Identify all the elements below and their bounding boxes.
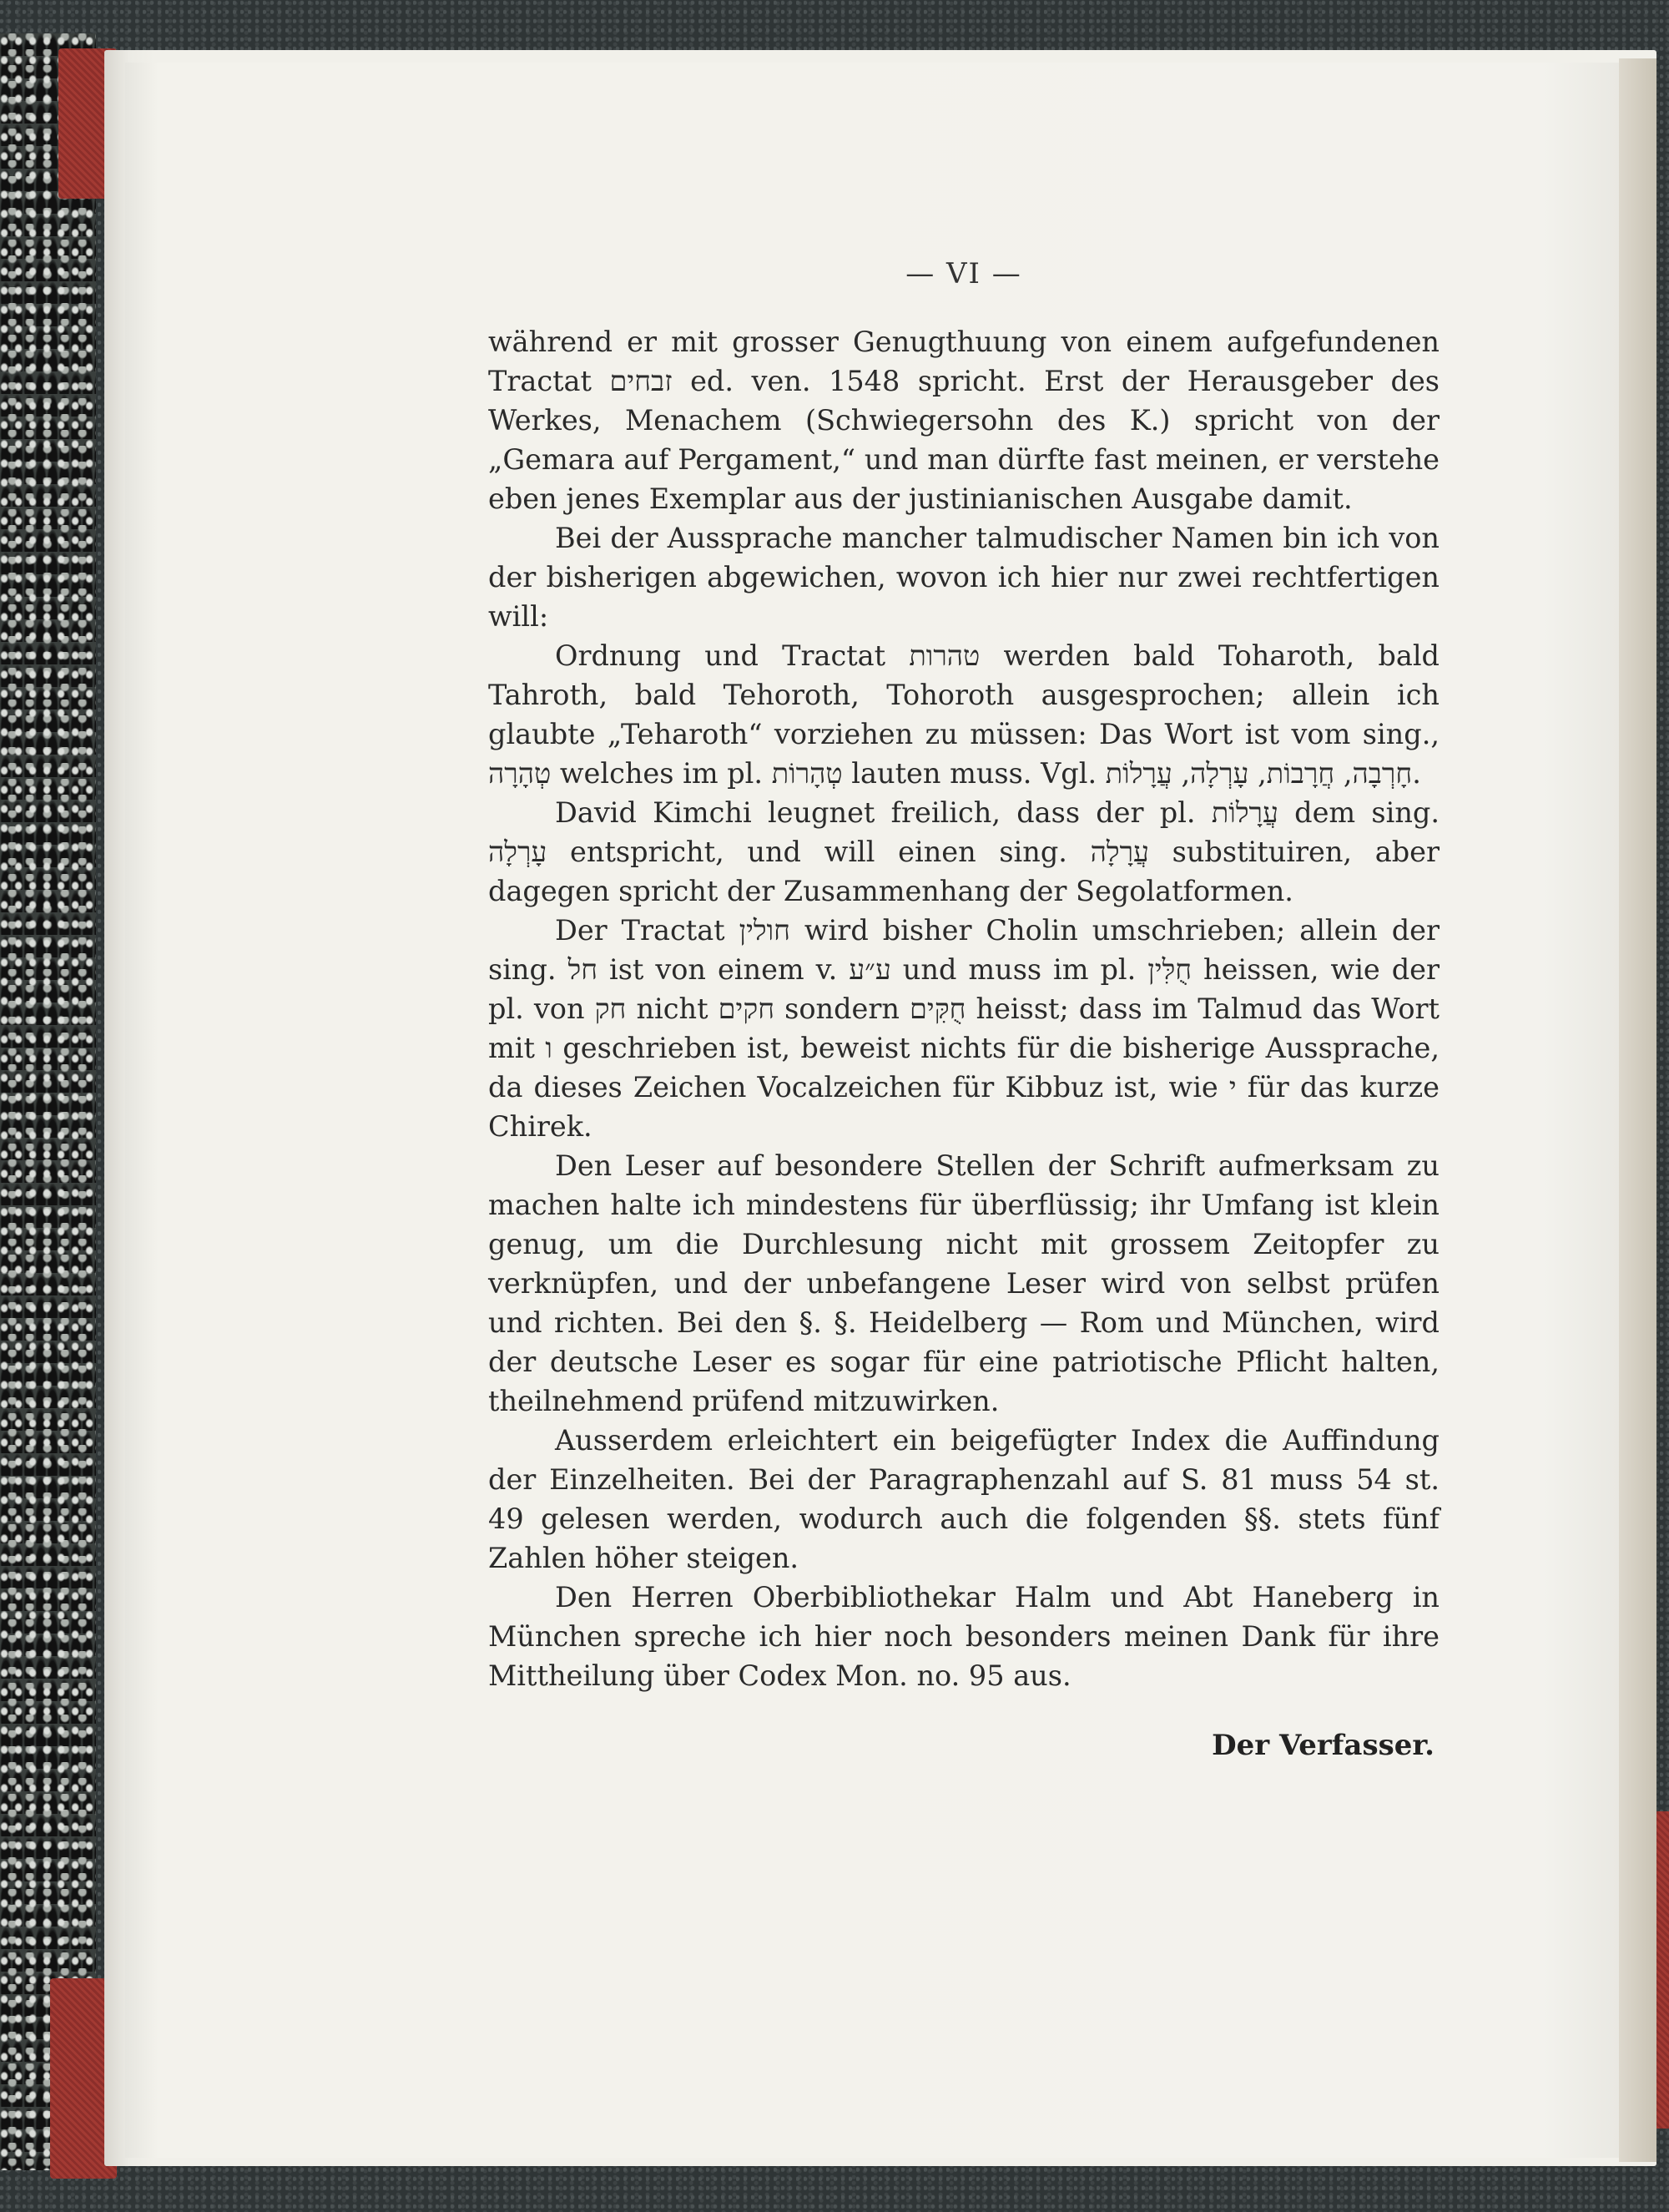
paragraph-3: Ordnung und Tractat טהרות werden bald Toharoth, bald Tahroth, bald Tehoroth, Tohoroth ausgesprochen; allein ich glaubte „Teharoth“ vorziehen zu müssen: Das Wort ist vom sing., טְהָרָה welches im pl. טְהָרוֹת lauten muss. Vgl. חָרְבָה, חֲרָבוֹת, עָרְלָה, עֲרָלוֹת. [488,639,1440,790]
paragraph-8: Den Herren Oberbibliothekar Halm und Abt Haneberg in München spreche ich hier noch besonders meinen Dank für ihre Mittheilung über Codex Mon. no. 95 aus. [488,1581,1440,1692]
paragraph-5: Der Tractat חולין wird bisher Cholin umschrieben; allein der sing. חל ist von einem v. ע״ע und muss im pl. חֻלִּין heissen, wie der pl. von חק nicht חקים sondern חֻקִּים heisst; dass im Talmud das Wort mit ו geschrieben ist, beweist nichts für die bisherige Aussprache, da dieses Zeichen Vocalzeichen für Kibbuz ist, wie י für das kurze Chirek. [488,914,1440,1143]
marbled-board [0,33,96,2170]
page-content [488,257,1440,1762]
paragraph-6: Den Leser auf besondere Stellen der Schrift aufmerksam zu machen halte ich mindestens für überflüssig; ihr Umfang ist klein genug, um die Durchlesung nicht mit grossem Zeitopfer zu verknüpfen, und der unbefangene Leser wird von selbst prüfen und richten. Bei den §. §. Heidelberg — Rom und München, wird der deutsche Leser es sogar für eine patriotische Pflicht halten, theilnehmend prüfend mitzuwirken. [488,1149,1440,1417]
page-right-edge [1619,58,1656,2162]
paragraph-2: Bei der Aussprache mancher talmudischer Namen bin ich von der bisherigen abgewichen, wovon ich hier nur zwei rechtfertigen will: [488,522,1440,633]
paragraph-1: während er mit grosser Genugthuung von einem aufgefundenen Tractat זבחים ed. ven. 1548 spricht. Erst der Herausgeber des Werkes, Menachem (Schwiegersohn des K.) spricht von der „Gemara auf Pergament,“ und man dürfte fast meinen, er verstehe eben jenes Exemplar aus der justinianischen Ausgabe damit. [488,326,1440,515]
paragraph-4: David Kimchi leugnet freilich, dass der pl. עֲרָלוֹת dem sing. עָרְלָה entspricht, und will einen sing. עֲרָלָה substituiren, aber dagegen spricht der Zusammenhang der Segolatformen. [488,796,1440,907]
paragraph-7: Ausserdem erleichtert ein beigefügter Index die Auffindung der Einzelheiten. Bei der Paragraphenzahl auf S. 81 muss 54 st. 49 gelesen werden, wodurch auch die folgenden §§. stets fünf Zahlen höher steigen. [488,1424,1440,1574]
leather-corner-right [1656,1811,1669,2129]
page-number: — VI — [905,257,1022,290]
signature: Der Verfasser. [1212,1729,1435,1762]
